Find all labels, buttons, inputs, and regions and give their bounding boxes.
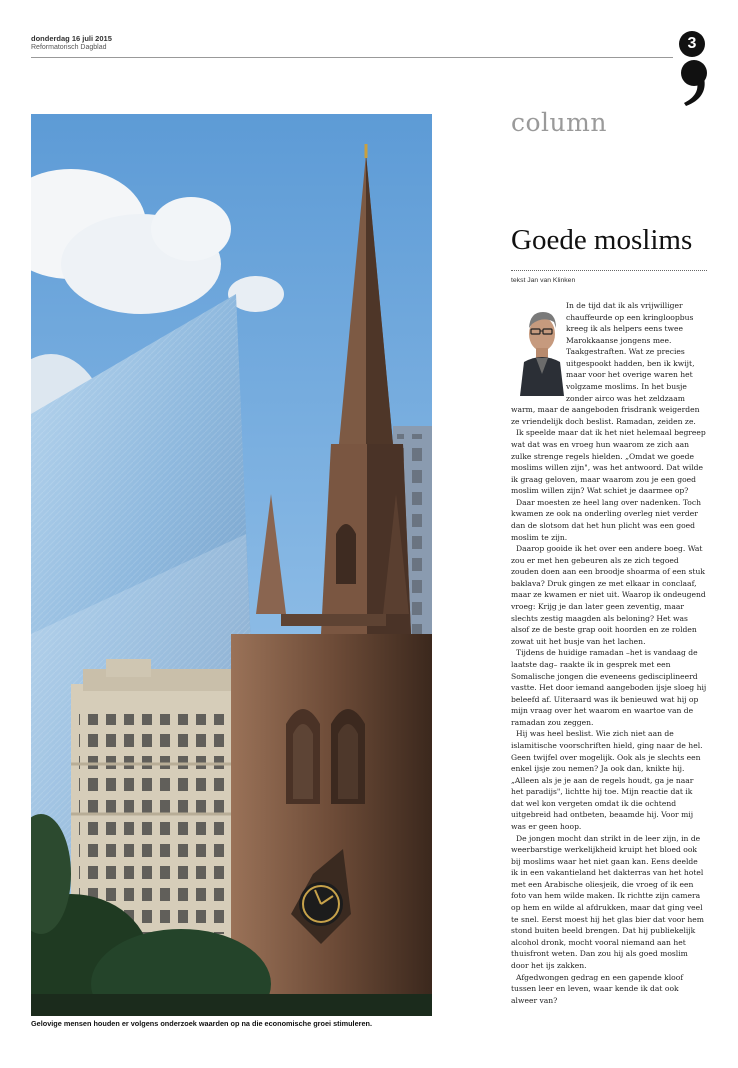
title-divider (511, 270, 707, 271)
byline: tekst Jan van Klinken (511, 277, 576, 284)
church-photo (31, 114, 432, 1016)
header-date: donderdag 16 juli 2015 (31, 34, 112, 43)
article-paragraph: Daarop gooide ik het over een andere boeg. Wat zou er met hen gebeuren als ze zich tegoed zouden doen aan een broodje shoarma of een stuk baklava? Druk gingen ze met elkaar in conclaaf, maar ze kwamen er niet uit. Waarop ik ondeugend vroeg: Krijg je dan later geen zeventig, maar slechts zestig maagden als beloning? Het was alsof ze de beste grap ooit hoorden en ze rolden zowat uit het busje van het lachen. (511, 544, 706, 646)
article-paragraph: De jongen mocht dan strikt in de leer zijn, in de weerbarstige werkelijkheid kruipt het bloed ook bij moslims waar het niet gaan kan. Eens deelde ik in een vakantieland het dakterras van het hotel met een Arabische oliesjeik, die vroeg of ik een foto van hem wilde maken. Ik richtte zijn camera op hem en wilde al afdrukken, maar dat ging veel te snel. Eerst moest hij het glas bier dat voor hem stond buiten beeld brengen. Dat hij publiekelijk alcohol dronk, mocht vooral niemand aan het thuisfront weten. Dan zou hij als goed moslim door het ijs zakken. (511, 833, 704, 970)
photo-caption: Gelovige mensen houden er volgens onderzoek waarden op na die economische groei stimuleren. (31, 1019, 373, 1028)
author-photo-spacer (511, 300, 566, 396)
article-paragraph: Tijdens de huidige ramadan –het is vandaag de laatste dag– raakte ik in gesprek met een Somalische jongen die eveneens gedisciplineerd vastte. Het door iemand aangeboden ijsje sloeg hij beleefd af. Uiteraard was ik benieuwd wat hij op mijn vraag over het waarom en waartoe van de ramadan zou zeggen. (511, 648, 707, 727)
article-paragraph: In de tijd dat ik als vrijwilliger chauffeurde op een kringloopbus kreeg ik als helpers eens twee Marokkaanse jongens mee. Taakgestraften. Wat ze precies uitgespookt hadden, ben ik kwijt, maar voor het overige waren het volgzame moslims. In het busje zonder airco was het zeldzaam warm, maar de aangeboden frisdrank weigerden ze vriendelijk doch beslist. Ramadan, zeiden ze. (511, 301, 700, 426)
article-paragraph: Hij was heel beslist. Wie zich niet aan de islamitische voorschriften hield, ging naar de hel. Geen twijfel over mogelijk. Ook als je slechts een enkel ijsje zou nemen? Ja ook dan, knikte hij. „Alleen als je je aan de regels houdt, ga je naar het paradijs", lichtte hij toe. Mijn reactie dat ik dat wel kon vergeten omdat ik die ochtend uitgebreid had ontbeten, beaamde hij. Voor mij was er geen hoop. (511, 729, 703, 832)
article-body (511, 300, 707, 1006)
comma-logo-icon (680, 58, 710, 108)
article-paragraph: Ik speelde maar dat ik het niet helemaal begreep wat dat was en vroeg hun waarom ze zich aan zulke strenge regels hielden. „Omdat we goede moslims willen zijn", was het antwoord. Dat wilde ik graag geloven, maar waarom zou je een goed moslim willen zijn? Wat schiet je daarmee op? (511, 428, 706, 496)
article-paragraph: Afgedwongen gedrag en een gapende kloof tussen leer en leven, waar kende ik dat ook alweer van? (511, 972, 684, 1005)
article-paragraph: Daar moesten ze heel lang over nadenken. Toch kwamen ze ook na onderling overleg niet verder dan de slotsom dat het hun plicht was een goed moslim te zijn. (511, 497, 702, 542)
header-rule (31, 57, 673, 58)
header-publication: Reformatorisch Dagblad (31, 44, 107, 51)
article-title: Goede moslims (511, 224, 693, 256)
page-number-badge: 3 (679, 31, 705, 57)
section-label: column (511, 108, 607, 137)
